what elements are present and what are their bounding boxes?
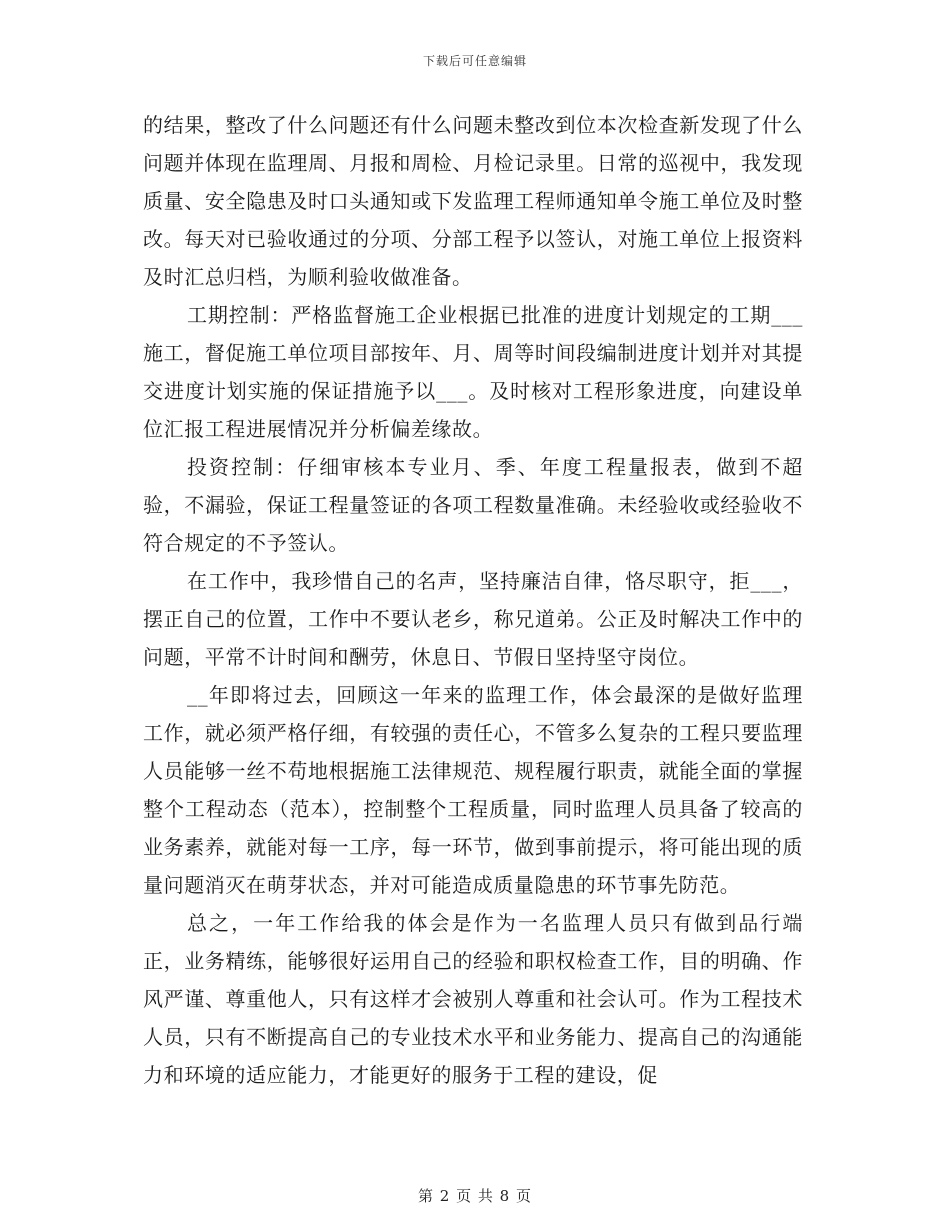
- page-footer: 第 2 页 共 8 页: [418, 1187, 532, 1205]
- paragraph-5: __年即将过去，回顾这一年来的监理工作，体会最深的是做好监理工作，就必须严格仔细，有较强的责任心，不管多么复杂的工程只要监理人员能够一丝不苟地根据施工法律规范、规程履行职责，就能全面的掌握整个工程动态（范本），控制整个工程质量，同时监理人员具备了较高的业务素养，就能对每一工序，每一环节，做到事前提示，将可能出现的质量问题消灭在萌芽状态，并对可能造成质量隐患的环节事先防范。: [143, 683, 803, 897]
- page-header: 下载后可任意编辑: [422, 54, 527, 68]
- paragraph-4: 在工作中，我珍惜自己的名声，坚持廉洁自律，恪尽职守，拒___，摆正自己的位置，工作中不要认老乡，称兄道弟。公正及时解决工作中的问题，平常不计时间和酬劳，休息日、节假日坚持坚守岗位。: [143, 569, 803, 669]
- paragraph-1: 的结果，整改了什么问题还有什么问题未整改到位本次检查新发现了什么问题并体现在监理周、月报和周检、月检记录里。日常的巡视中，我发现质量、安全隐患及时口头通知或下发监理工程师通知单令施工单位及时整改。每天对已验收通过的分项、分部工程予以签认，对施工单位上报资料及时汇总归档，为顺利验收做准备。: [143, 113, 803, 289]
- paragraph-2: 工期控制：严格监督施工企业根据已批准的进度计划规定的工期___施工，督促施工单位项目部按年、月、周等时间段编制进度计划并对其提交进度计划实施的保证措施予以___。及时核对工程形象进度，向建设单位汇报工程进展情况并分析偏差缘故。: [143, 303, 803, 441]
- paragraph-3: 投资控制：仔细审核本专业月、季、年度工程量报表，做到不超验，不漏验，保证工程量签证的各项工程数量准确。未经验收或经验收不符合规定的不予签认。: [143, 455, 803, 555]
- document-body: [143, 106, 803, 1094]
- paragraph-6: 总之，一年工作给我的体会是作为一名监理人员只有做到品行端正，业务精练，能够很好运用自己的经验和职权检查工作，目的明确、作风严谨、尊重他人，只有这样才会被别人尊重和社会认可。作为工程技术人员，只有不断提高自己的专业技术水平和业务能力、提高自己的沟通能力和环境的适应能力，才能更好的服务于工程的建设，促: [143, 911, 803, 1087]
